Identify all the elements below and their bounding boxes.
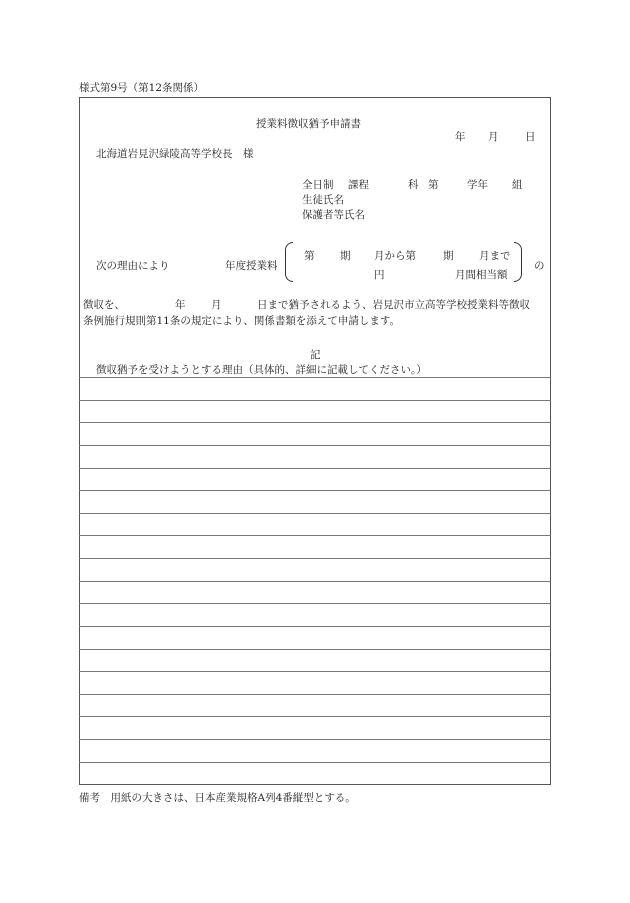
- body-line1-rest: 日まで猶予されるよう、岩見沢市立高等学校授業料等徴収: [257, 299, 530, 311]
- body-line1-start: 徴収を、: [83, 299, 125, 311]
- month-from-label: 月から第: [374, 250, 416, 262]
- writing-line: [79, 377, 551, 378]
- writing-line: [79, 558, 551, 559]
- writing-line: [79, 716, 551, 717]
- writing-line: [79, 513, 551, 514]
- reason-prefix: 次の理由により: [96, 260, 170, 272]
- month-equivalent-label: 月間相当額: [455, 269, 508, 281]
- reason-suffix: の: [534, 260, 545, 272]
- writing-line: [79, 581, 551, 582]
- grade-prefix: 第: [428, 179, 439, 191]
- body-line2: 条例施行規則第11条の規定により、関係書類を添えて申請します。: [83, 315, 401, 327]
- footer-remarks: 備考 用紙の大きさは、日本産業規格A列4番縦型とする。: [79, 792, 356, 804]
- writing-line: [79, 445, 551, 446]
- reason-heading: 徴収猶予を受けようとする理由（具体的、詳細に記載してください。）: [96, 364, 427, 376]
- fiscal-year-fee-label: 年度授業料: [225, 260, 278, 272]
- writing-line: [79, 626, 551, 627]
- course-type: 全日制: [302, 179, 334, 191]
- date-year-label: 年: [455, 131, 466, 143]
- writing-line: [79, 490, 551, 491]
- writing-line: [79, 694, 551, 695]
- writing-line: [79, 671, 551, 672]
- writing-line: [79, 422, 551, 423]
- note-heading: 記: [310, 349, 321, 361]
- form-number: 様式第9号（第12条関係）: [79, 82, 205, 94]
- class-label: 組: [512, 179, 523, 191]
- writing-line: [79, 739, 551, 740]
- writing-line: [79, 649, 551, 650]
- period-from-term: 期: [340, 250, 351, 262]
- addressee: 北海道岩見沢緑陵高等学校長 様: [96, 148, 254, 160]
- writing-line: [79, 400, 551, 401]
- writing-line: [79, 468, 551, 469]
- yen-label: 円: [374, 269, 385, 281]
- course-label: 課程: [348, 179, 369, 191]
- writing-line: [79, 762, 551, 763]
- body-line1-month: 月: [211, 299, 222, 311]
- date-day-label: 日: [525, 131, 536, 143]
- student-name-label: 生徒氏名: [302, 194, 344, 206]
- right-bracket: [514, 242, 522, 282]
- form-title: 授業料徴収猶予申請書: [256, 118, 361, 130]
- body-line1-year: 年: [175, 299, 186, 311]
- department-label: 科: [408, 179, 419, 191]
- guardian-name-label: 保護者等氏名: [302, 209, 365, 221]
- left-bracket: [285, 242, 293, 282]
- month-to-label: 月まで: [479, 250, 511, 262]
- writing-line: [79, 603, 551, 604]
- grade-label: 学年: [467, 179, 488, 191]
- period-from-prefix: 第: [304, 250, 315, 262]
- period-to-term: 期: [443, 250, 454, 262]
- date-month-label: 月: [488, 131, 499, 143]
- writing-line: [79, 535, 551, 536]
